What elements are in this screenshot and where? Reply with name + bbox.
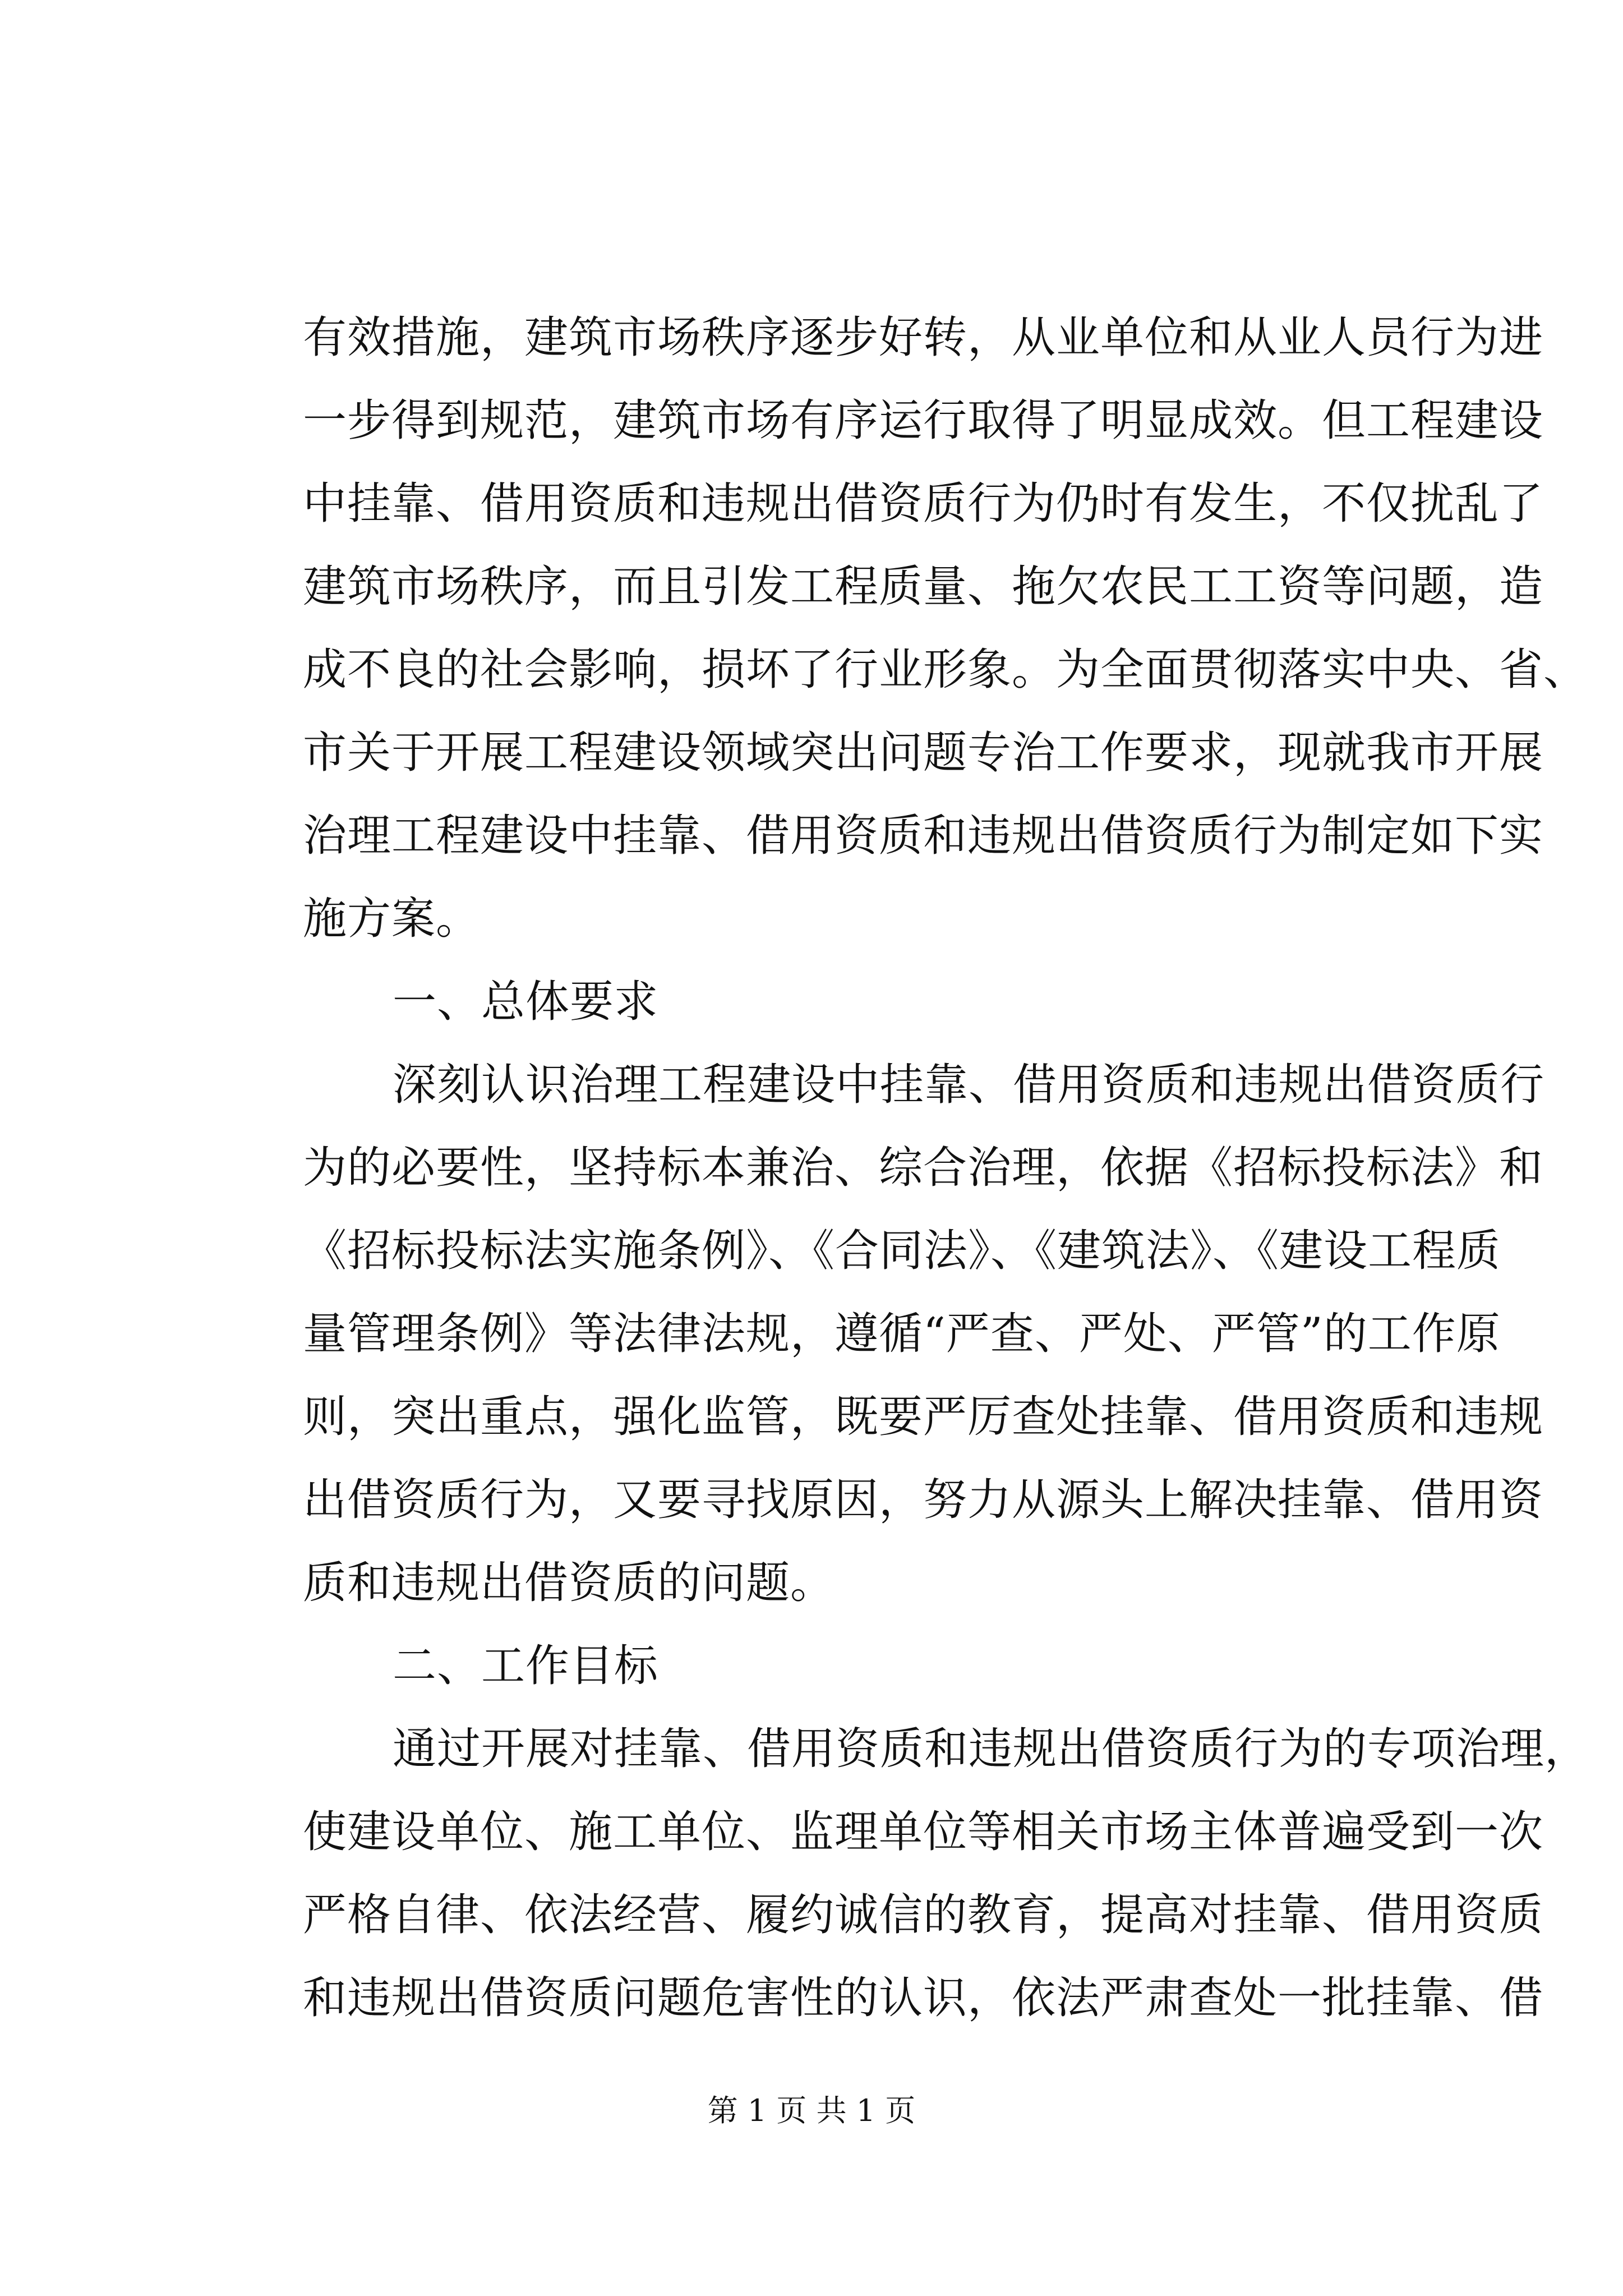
text-line: 一步得到规范，建筑市场有序运行取得了明显成效。但工程建设 [303, 395, 1544, 446]
text-line: 出借资质行为，又要寻找原因，努力从源头上解决挂靠、借用资 [303, 1475, 1544, 1525]
text-line: 通过开展对挂靠、借用资质和违规出借资质行为的专项治理， [393, 1724, 1589, 1774]
section-heading: 二、工作目标 [393, 1641, 659, 1691]
section-heading: 一、总体要求 [393, 977, 659, 1027]
text-line: 施方案。 [303, 894, 481, 944]
text-line: 有效措施，建筑市场秩序逐步好转，从业单位和从业人员行为进 [303, 312, 1544, 363]
text-line: 建筑市场秩序，而且引发工程质量、拖欠农民工工资等问题，造 [303, 562, 1544, 612]
text-line: 量管理条例》等法律法规，遵循“严查、严处、严管”的工作原 [303, 1309, 1501, 1359]
text-line: 《招标投标法实施条例》、《合同法》、《建筑法》、《建设工程质 [303, 1226, 1501, 1276]
text-line: 质和违规出借资质的问题。 [303, 1558, 835, 1608]
text-line: 和违规出借资质问题危害性的认识，依法严肃查处一批挂靠、借 [303, 1973, 1544, 2023]
text-line: 则，突出重点，强化监管，既要严厉查处挂靠、借用资质和违规 [303, 1392, 1544, 1442]
text-line: 为的必要性，坚持标本兼治、综合治理，依据《招标投标法》和 [303, 1143, 1544, 1193]
text-line: 成不良的社会影响，损坏了行业形象。为全面贯彻落实中央、省、 [303, 645, 1588, 695]
text-line: 深刻认识治理工程建设中挂靠、借用资质和违规出借资质行 [393, 1060, 1545, 1110]
text-line: 严格自律、依法经营、履约诚信的教育，提高对挂靠、借用资质 [303, 1890, 1544, 1940]
text-line: 中挂靠、借用资质和违规出借资质行为仍时有发生，不仅扰乱了 [303, 478, 1544, 529]
text-line: 市关于开展工程建设领域突出问题专治工作要求，现就我市开展 [303, 728, 1544, 778]
text-line: 使建设单位、施工单位、监理单位等相关市场主体普遍受到一次 [303, 1807, 1544, 1857]
page-footer: 第 1 页 共 1 页 [707, 2093, 916, 2128]
document-body [303, 296, 1589, 2040]
text-line: 治理工程建设中挂靠、借用资质和违规出借资质行为制定如下实 [303, 811, 1544, 861]
